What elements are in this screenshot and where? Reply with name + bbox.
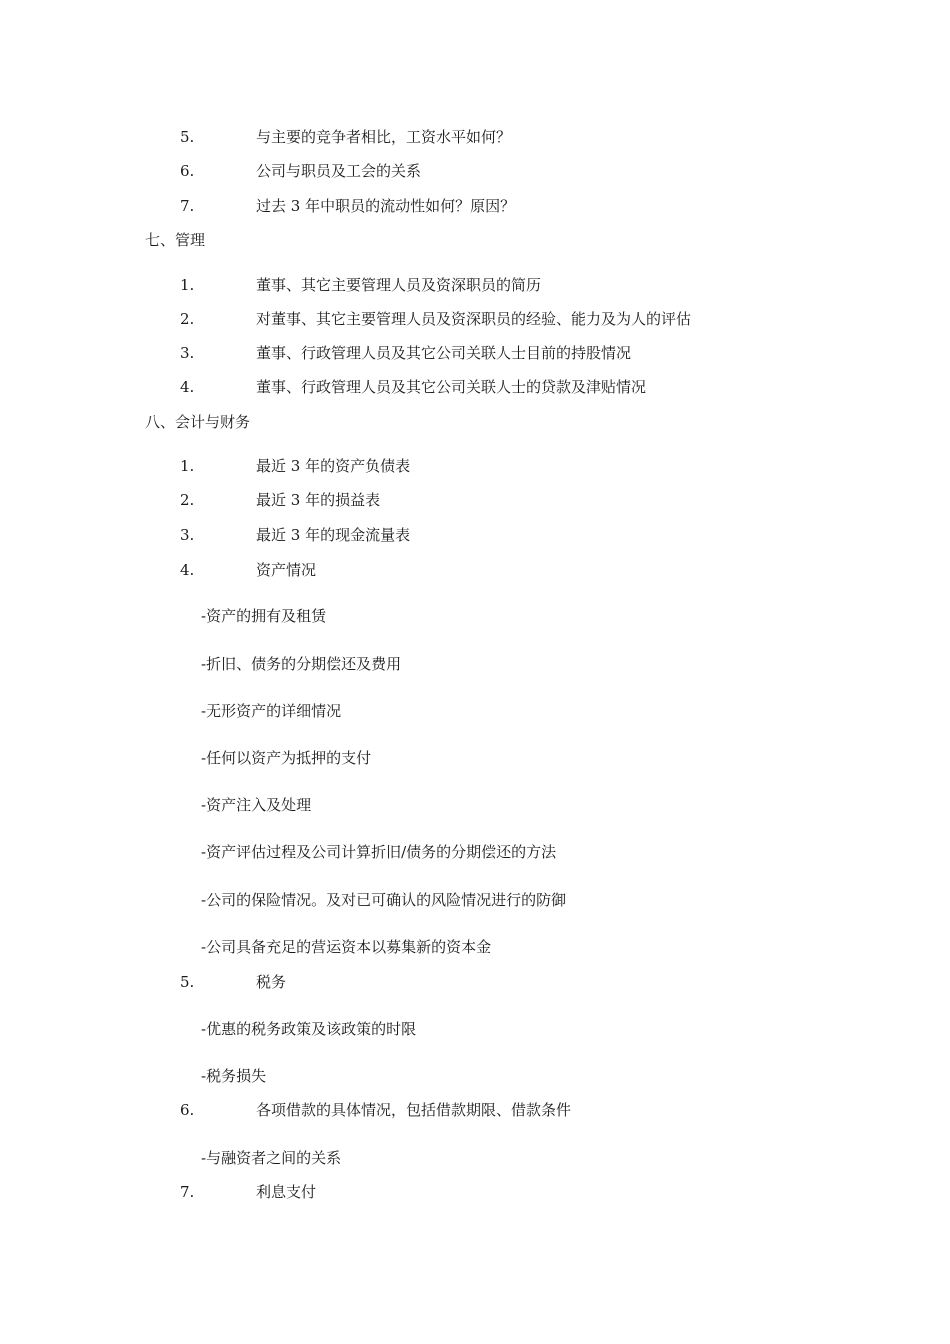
item-number: 5. <box>180 128 195 146</box>
item-text: 最近 3 年的资产负债表 <box>256 457 411 475</box>
sub-item: -与融资者之间的关系 <box>201 1149 342 1167</box>
item-text: 董事、行政管理人员及其它公司关联人士目前的持股情况 <box>256 344 632 362</box>
item-number: 2. <box>180 310 195 328</box>
sub-item: -任何以资产为抵押的支付 <box>201 749 372 767</box>
item-text: 董事、行政管理人员及其它公司关联人士的贷款及津贴情况 <box>256 378 647 396</box>
sub-item: -资产注入及处理 <box>201 796 312 814</box>
sub-item: -公司具备充足的营运资本以募集新的资本金 <box>201 938 492 956</box>
sub-item: -折旧、债务的分期偿还及费用 <box>201 655 402 673</box>
sub-item: -优惠的税务政策及该政策的时限 <box>201 1020 417 1038</box>
item-number: 6. <box>180 1101 195 1119</box>
item-number: 6. <box>180 162 195 180</box>
item-text: 过去 3 年中职员的流动性如何？原因？ <box>256 197 516 215</box>
item-text: 对董事、其它主要管理人员及资深职员的经验、能力及为人的评估 <box>256 310 692 328</box>
item-number: 1. <box>180 276 195 294</box>
item-text: 税务 <box>256 973 287 991</box>
item-text: 董事、其它主要管理人员及资深职员的简历 <box>256 276 542 294</box>
sub-item: -无形资产的详细情况 <box>201 702 342 720</box>
item-number: 2. <box>180 491 195 509</box>
item-text: 利息支付 <box>256 1183 317 1201</box>
item-number: 4. <box>180 378 195 396</box>
item-number: 7. <box>180 1183 195 1201</box>
item-number: 1. <box>180 457 195 475</box>
item-number: 4. <box>180 561 195 579</box>
item-number: 7. <box>180 197 195 215</box>
sub-item: -公司的保险情况。及对已可确认的风险情况进行的防御 <box>201 891 567 909</box>
sub-item: -资产的拥有及租赁 <box>201 607 327 625</box>
sub-item: -税务损失 <box>201 1067 267 1085</box>
item-text: 最近 3 年的损益表 <box>256 491 381 509</box>
item-text: 与主要的竞争者相比，工资水平如何？ <box>256 128 512 146</box>
item-text: 公司与职员及工会的关系 <box>256 162 422 180</box>
section-heading-accounting: 八、会计与财务 <box>145 413 251 431</box>
section-heading-management: 七、管理 <box>145 231 206 249</box>
sub-item: -资产评估过程及公司计算折旧/债务的分期偿还的方法 <box>201 843 557 861</box>
item-number: 3. <box>180 526 195 544</box>
item-text: 最近 3 年的现金流量表 <box>256 526 411 544</box>
item-text: 各项借款的具体情况，包括借款期限、借款条件 <box>256 1101 572 1119</box>
item-number: 3. <box>180 344 195 362</box>
item-text: 资产情况 <box>256 561 317 579</box>
item-number: 5. <box>180 973 195 991</box>
